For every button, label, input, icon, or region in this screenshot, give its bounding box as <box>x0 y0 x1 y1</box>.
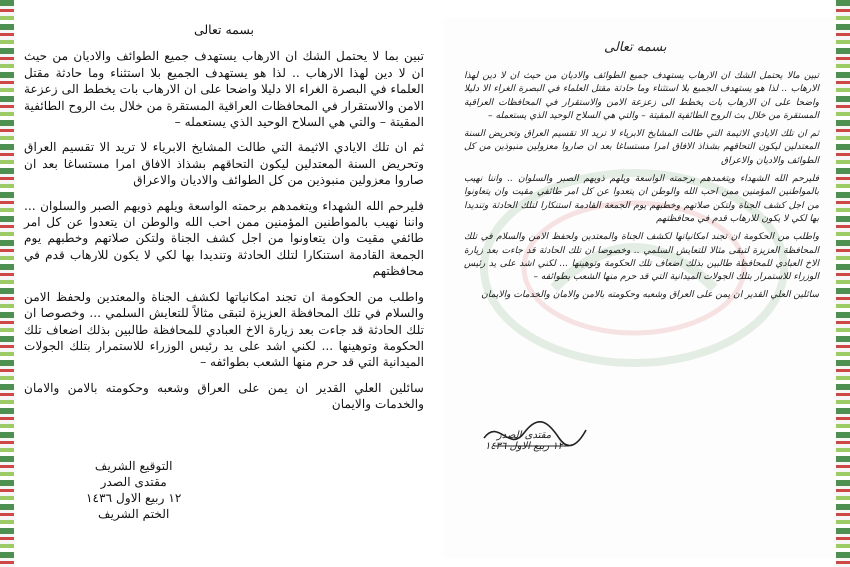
signature-name: مقتدى الصدر <box>100 475 167 489</box>
handwritten-date <box>464 430 584 452</box>
handwritten-heading: بسمه تعالى <box>604 40 667 55</box>
handwritten-paragraph-4: واطلب من الحكومة ان تجند امكانياتها لكشف الجناة والمعتدين ولحفظ الامن والسلام في تلك المحافظة العزيزة لتبقى مثالا للتعايش السلمي .. وخصوصا ان تلك الحادثة قد جاءت بعد زيارة الاخ العبادي للمحافظة طالبين بذلك اضعاف تلك الحكومة وتوهينها ... لكني اشد على يد رئيس الوزراء للاستمرار بتلك الجولات الميدانية التي قد حرم منها الشعب بطوائفه – <box>464 232 819 283</box>
seal-label: الختم الشريف <box>98 507 170 521</box>
typed-signature-block <box>86 458 181 522</box>
handwritten-letter-panel <box>444 18 836 558</box>
typed-heading: بسمه تعالى <box>193 22 255 37</box>
typed-transcription-panel <box>16 18 434 558</box>
left-decorative-border <box>0 0 14 567</box>
handwritten-paragraph-1: تبين مالا يحتمل الشك ان الارهاب يستهدف جميع الطوائف والاديان من حيث ان لا دين لهذا الارهاب .. لذا هو يستهدف الجميع بلا استثناء وما حادثة مقتل العلماء في البصرة الغراء الا دليلا واضحا على ان الارهاب بات يخطط الى زعزعة الامن والاستقرار في المحافظات العراقية المستقرة من خلال بث الروح الطائفية المقيتة – والتي هي السلاح الوحيد الذي يستعمله – <box>464 71 819 121</box>
typed-paragraph-2: ثم ان تلك الايادي الاثيمة التي طالت المشايخ الابرياء لا تريد الا تقسيم العراق وتحريض السنة المعتدلين ليكون التحاقهم بشذاذ الافاق امرا مستساغا بعد ان صاروا معزولين منبوذين من كل الطوائف والاديان والاعراق <box>24 140 424 188</box>
signature-date: ١٢ ربيع الاول ١٤٣٦ <box>86 491 182 505</box>
handwritten-letter-image <box>444 18 836 558</box>
typed-text-body <box>16 22 434 413</box>
handwritten-text-body <box>464 70 819 308</box>
typed-paragraph-4: واطلب من الحكومة ان تجند امكانياتها لكشف الجناة والمعتدين ولحفظ الامن والسلام في تلك المحافظة العزيزة لتبقى مثالاً للتعايش السلمي ... وخصوصا ان تلك الحادثة قد جاءت بعد زيارة الاخ العبادي للمحافظة طالبين بذلك اضعاف تلك الحكومة وتوهينها ... لكني اشد على يد رئيس الوزراء للاستمرار بتلك الجولات الميدانية التي قد حرم منها الشعب بطوائفه – <box>24 289 424 370</box>
right-decorative-border <box>836 0 850 567</box>
handwritten-paragraph-2: ثم ان تلك الايادي الاثيمة التي طالت المشايخ الابرياء لا تريد الا تقسيم العراق وتحريض السنة المعتدلين ليكون التحاقهم بشذاذ الافاق امرا مستساغا بعد ان صاروا معزولين منبوذين من كل الطوائف والاديان والاعراق <box>464 129 819 166</box>
handwritten-signature-name: مقتدى الصدر <box>496 430 552 441</box>
typed-paragraph-1: تبين بما لا يحتمل الشك ان الارهاب يستهدف جميع الطوائف والاديان من حيث ان لا دين لهذا الارهاب .. لذا هو يستهدف الجميع بلا استثناء وما حادثة مقتل العلماء في البصرة الغراء الا دليلا واضحا على ان الارهاب بات يخطط الى زعزعة الامن والاستقرار في المحافظات العراقية المستقرة من خلال بث الروح الطائفية المقيتة – والتي هي السلاح الوحيد الذي يستعمله – <box>24 49 424 130</box>
handwritten-paragraph-5: سائلين العلي القدير ان يمن على العراق وشعبه وحكومته بالامن والامان والخدمات والايمان <box>481 290 819 301</box>
typed-paragraph-3: فليرحم الله الشهداء ويتغمدهم برحمته الواسعة ويلهم ذويهم الصبر والسلوان ... واننا نهيب بالمواطنين المؤمنين ممن احب الله والوطن ان يتعدوا عن كل امر طائفي مقيت وان يتعاونوا من اجل كشف الجناة ولتكن صلاتهم وخطبهم يوم الجمعة القادمة استنكارا لتلك الحادثة وتنديدا بها لكي لا يكون للارهاب قدم في محافظتهم <box>24 198 424 279</box>
handwritten-date-text: ١٢ ربيع الاول ١٤٣٦ <box>484 441 564 452</box>
typed-paragraph-5: سائلين العلي القدير ان يمن على العراق وشعبه وحكومته بالامن والامان والخدمات والايمان <box>24 380 424 412</box>
signature-label: التوقيع الشريف <box>94 459 173 473</box>
handwritten-paragraph-3: فليرحم الله الشهداء ويتغمدهم برحمته الواسعة ويلهم ذويهم الصبر والسلوان .. واننا نهيب بالمواطنين المؤمنين ممن احب الله والوطن ان يتعدوا عن كل امر طائفي مقيت وان يتعاونوا من اجل كشف الجناة ولتكن صلاتهم وخطبهم يوم الجمعة القادمة استنكارا لتلك الحادثة وتنديدا بها لكي لا يكون للارهاب قدم في محافظتهم <box>464 174 819 224</box>
